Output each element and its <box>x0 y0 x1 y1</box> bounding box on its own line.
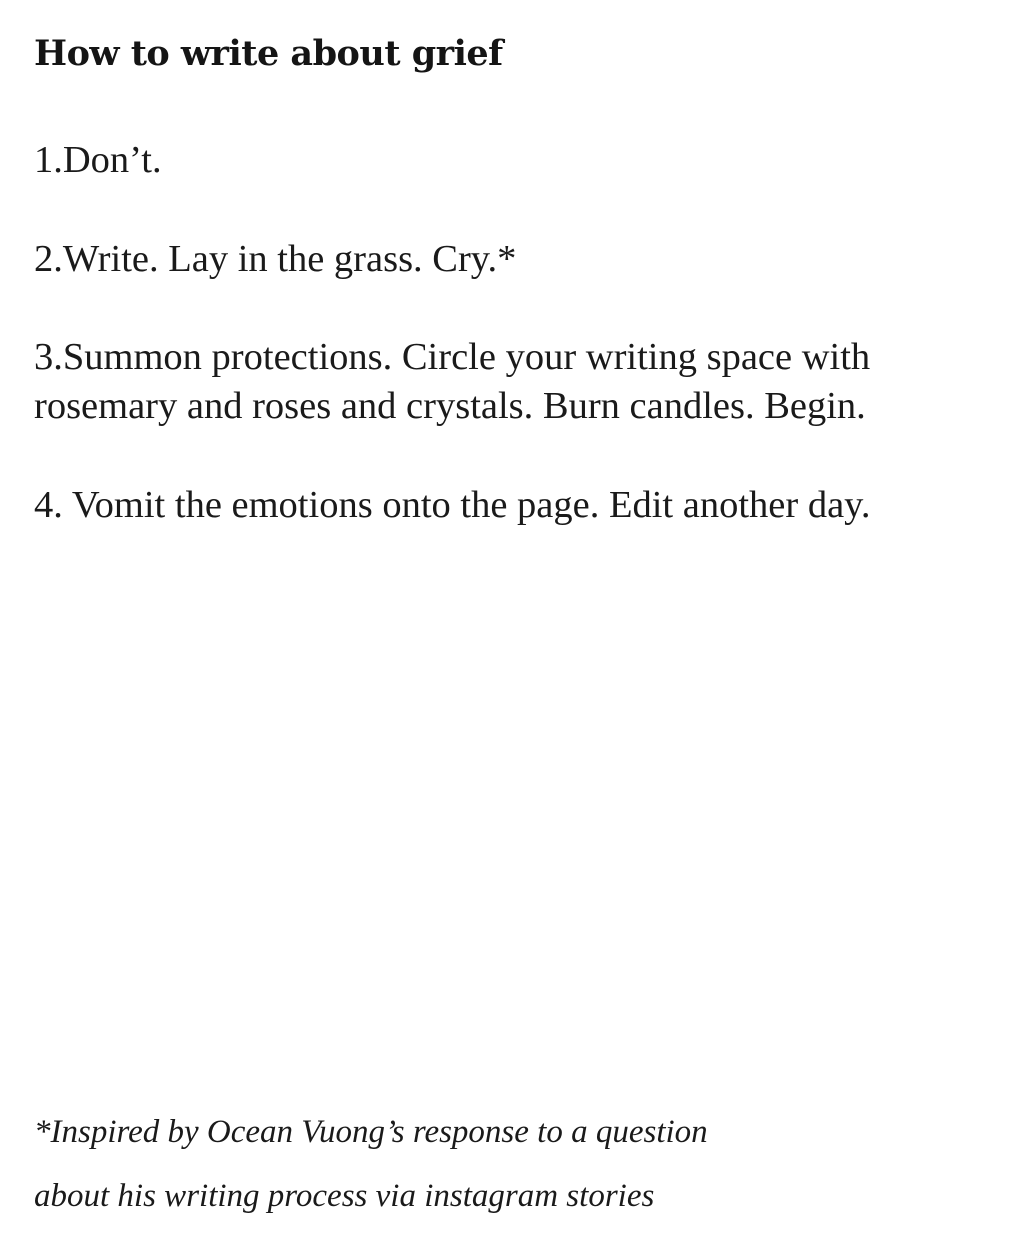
page-title: How to write about grief <box>34 33 503 74</box>
step-text: Write. Lay in the grass. Cry.* <box>62 237 517 280</box>
footnote-line-2: about his writing process via instagram stories <box>34 1178 655 1214</box>
step-text: Summon protections. Circle your writing space with rosemary and roses and crystals. Burn candles. Begin. <box>34 336 871 427</box>
list-item-step-3 <box>34 333 914 431</box>
step-text: Don’t. <box>62 139 162 181</box>
steps-list <box>34 136 984 579</box>
list-item-step-4 <box>34 481 984 530</box>
list-item-step-2 <box>34 235 984 284</box>
step-number: 3. <box>34 336 63 378</box>
list-item-step-1 <box>34 136 984 185</box>
step-number: 4. <box>34 483 72 526</box>
step-number: 2. <box>34 237 63 280</box>
footnote <box>34 1100 934 1228</box>
step-text: Vomit the emotions onto the page. Edit another day. <box>71 483 871 526</box>
footnote-line-1: *Inspired by Ocean Vuong’s response to a question <box>34 1114 708 1150</box>
step-number: 1. <box>34 139 63 181</box>
